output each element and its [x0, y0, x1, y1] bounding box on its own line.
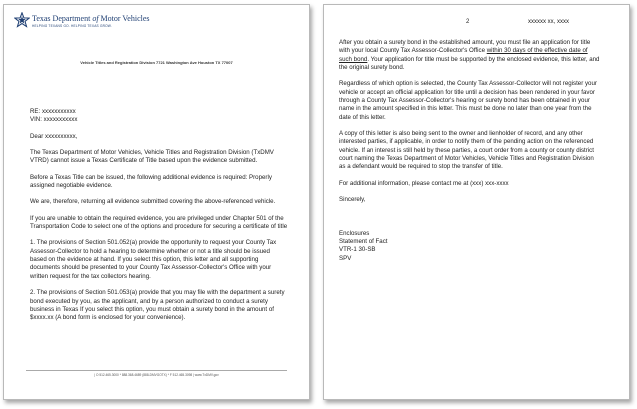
enclosure-item: VTR-1 30-SB	[339, 246, 376, 254]
deadline-underline: within 30 days of the effective date of such bond	[339, 47, 588, 63]
paragraph: We are, therefore, returning all evidence submitted covering the above-referenced vehicle.	[30, 198, 276, 206]
paragraph: Regardless of which option is selected, the County Tax Assessor-Collector will not register your vehicle or accept an official application for title until a decision has been rendered in your favor through a County Tax Assessor-Collector's hearing or surety bond has been obtained in your name in the amount specified in this letter. This must be done no later than one year from the date of this letter.	[339, 80, 597, 121]
paragraph: Before a Texas Title can be issued, the following additional evidence is required: Properly assigned negotiable evidence.	[30, 173, 272, 190]
closing: Sincerely,	[339, 196, 366, 204]
contact-line: For additional information, please contact me at (xxx) xxx-xxxx	[339, 179, 509, 187]
letter-page-1	[3, 4, 310, 400]
enclosures-heading: Enclosures	[339, 229, 370, 237]
page-number: 2	[466, 19, 470, 25]
re-line: RE: xxxxxxxxxxx	[30, 108, 76, 115]
letter-date: xxxxxx xx, xxxx	[528, 19, 570, 25]
enclosure-item: Statement of Fact	[339, 237, 388, 245]
paragraph: If you are unable to obtain the required evidence, you are privileged under Chapter 501 of the Transportation Code to select one of the options and procedure for securing a certificate of title	[30, 214, 288, 231]
division-address: Vehicle Titles and Registration Division 7721 Washington Ave Houston TX 77007	[80, 60, 233, 65]
option-1-paragraph: 1. The provisions of Section 501.052(a) provide the opportunity to request your County Tax Assessor-Collector to hold a hearing to determine whether or not a title should be issued based on the evidence at hand. If you select this option, this letter and all supporting documents should be presented to your County Tax Assessor-Collector's Office with your written request for the tax collectors hearing.	[30, 239, 277, 280]
letter-body	[30, 108, 288, 323]
vin-line: VIN: xxxxxxxxxxx	[30, 116, 78, 124]
salutation: Dear xxxxxxxxxx,	[30, 132, 78, 140]
option-2-paragraph: 2. The provisions of Section 501.053(a) provide that you may file with the department a surety bond executed by you, as the applicant, and by a person authorized to conduct a surety business in Texas If you select this option, you must obtain a surety bond in the amount of $xxxx.xx (A bond form is enclosed for your convenience).	[30, 289, 285, 322]
letter-page-2	[323, 4, 630, 400]
agency-tagline: HELPING TEXANS GO. HELPING TEXAS GROW.	[32, 24, 112, 28]
agency-name: Texas Department of Motor Vehicles	[32, 14, 150, 23]
page-footer: | O 512.465.3000 * 888.368.4689 (888-DMVGOTX) * F 512.465.3098 | www.TxDMV.gov	[26, 370, 287, 377]
star-logo-icon	[14, 12, 30, 28]
paragraph: A copy of this letter is also being sent to the owner and lienholder of record, and any other interested parties, if applicable, in order to notify them of the pending action on the referenced vehicle. If an interest is still held by these parties, a court order from a county or county district court naming the Texas Department of Motor Vehicles, Vehicle Titles and Registration Division as a defendant would be required to stop the transfer of title.	[339, 130, 594, 171]
letter-body	[339, 39, 601, 263]
paragraph: The Texas Department of Motor Vehicles, Vehicle Titles and Registration Division (TxDMV VTRD) cannot issue a Texas Certificate of Title based upon the evidence submitted.	[30, 149, 274, 165]
paragraph: After you obtain a surety bond in the established amount, you must file an application for title with your local County Tax Assessor-Collector's Office within 30 days of the effective date of such bond. Your application for title must be supported by the enclosed evidence, this letter, and the original surety bond.	[339, 39, 600, 72]
enclosure-item: SPV	[339, 254, 352, 262]
